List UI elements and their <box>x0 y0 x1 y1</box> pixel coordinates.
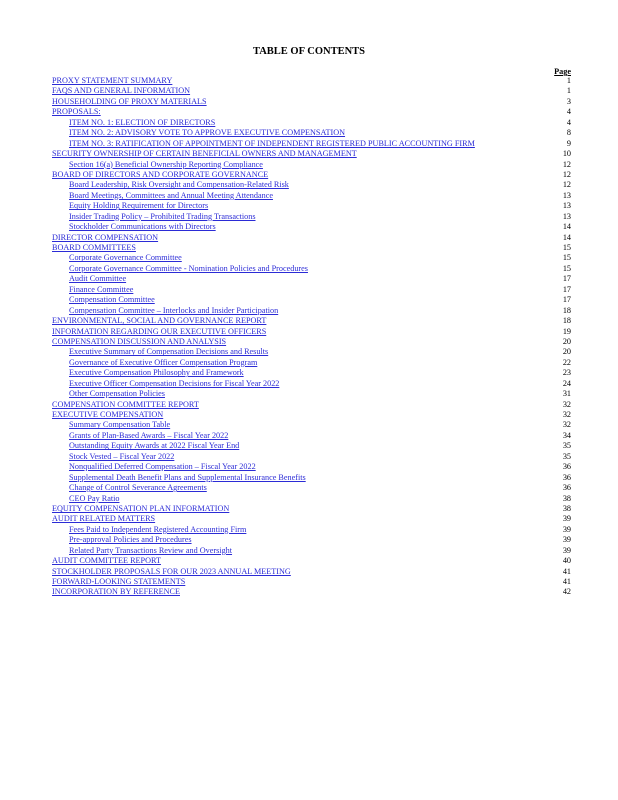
toc-entry-page-number: 8 <box>566 128 571 138</box>
toc-entry <box>52 316 571 326</box>
toc-entry <box>52 243 571 253</box>
toc-entry-page-number: 13 <box>562 190 571 200</box>
toc-entry-link[interactable]: Nonqualified Deferred Compensation – Fiscal Year 2022 <box>69 462 256 472</box>
toc-entry-link[interactable]: Audit Committee <box>69 274 127 284</box>
toc-entry-page-number: 1 <box>566 76 571 85</box>
toc-entry <box>52 253 571 263</box>
toc-entry-page-number: 36 <box>562 483 571 493</box>
toc-entry-page-number: 34 <box>562 430 571 440</box>
toc-entry-page-number: 38 <box>562 493 571 503</box>
toc-entry <box>52 546 571 556</box>
toc-entry <box>52 400 571 410</box>
toc-entry-link[interactable]: ITEM NO. 3: RATIFICATION OF APPOINTMENT OF INDEPENDENT REGISTERED PUBLIC ACCOUNTING FIRM <box>69 138 475 148</box>
toc-entry-page-number: 24 <box>562 378 571 388</box>
toc-entry-link[interactable]: Corporate Governance Committee <box>69 253 182 263</box>
toc-entry-page-number: 36 <box>562 472 571 482</box>
toc-entry-link[interactable]: PROPOSALS: <box>52 107 101 117</box>
toc-entry-page-number: 17 <box>562 284 571 294</box>
toc-entry <box>52 285 571 295</box>
toc-entry <box>52 577 571 587</box>
toc-entry <box>52 389 571 399</box>
toc-entry-page-number: 32 <box>562 420 571 430</box>
toc-entry <box>52 587 571 597</box>
toc-entry-page-number: 19 <box>562 326 571 336</box>
toc-entry <box>52 191 571 201</box>
toc-entry <box>52 441 571 451</box>
toc-entry-link[interactable]: Pre-approval Policies and Procedures <box>69 535 192 545</box>
toc-entry-page-number: 39 <box>562 535 571 545</box>
toc-entry-link[interactable]: FORWARD-LOOKING STATEMENTS <box>52 577 186 586</box>
toc-entry-link[interactable]: BOARD COMMITTEES <box>52 243 136 252</box>
toc-entry <box>52 107 571 117</box>
toc-entry <box>52 368 571 378</box>
toc-entry <box>52 295 571 305</box>
toc-entry-link[interactable]: AUDIT COMMITTEE REPORT <box>52 556 161 566</box>
toc-entry-link[interactable]: Board Meetings, Committees and Annual Meeting Attendance <box>69 190 273 200</box>
toc-entry <box>52 201 571 211</box>
toc-entry-page-number: 35 <box>562 451 571 461</box>
toc-entry-link[interactable]: ENVIRONMENTAL, SOCIAL AND GOVERNANCE REPORT <box>52 316 267 326</box>
toc-entry-page-number: 4 <box>566 117 571 127</box>
toc-entry-page-number: 35 <box>562 441 571 451</box>
toc-entry <box>52 139 571 149</box>
toc-entry-page-number: 41 <box>562 577 571 586</box>
toc-entry-page-number: 10 <box>562 149 571 159</box>
toc-entry <box>52 327 571 337</box>
toc-entry-link[interactable]: Equity Holding Requirement for Directors <box>69 201 209 211</box>
toc-entry <box>52 556 571 566</box>
toc-entry-link[interactable]: INCORPORATION BY REFERENCE <box>52 587 180 597</box>
toc-entry <box>52 118 571 128</box>
toc-entry-page-number: 23 <box>562 368 571 378</box>
toc-entry-page-number: 42 <box>562 587 571 597</box>
toc-entry-page-number: 15 <box>562 263 571 273</box>
toc-entry-link[interactable]: Board Leadership, Risk Oversight and Compensation-Related Risk <box>69 180 289 190</box>
toc-entry-link[interactable]: Executive Officer Compensation Decisions for Fiscal Year 2022 <box>69 378 280 388</box>
toc-entry-page-number: 13 <box>562 211 571 221</box>
toc-entry <box>52 86 571 96</box>
toc-entry-link[interactable]: Stock Vested – Fiscal Year 2022 <box>69 451 175 461</box>
toc-entry <box>52 170 571 180</box>
toc-entry <box>52 222 571 232</box>
toc-entry-page-number: 9 <box>566 138 571 148</box>
toc-entry-page-number: 12 <box>562 180 571 190</box>
toc-entry-page-number: 36 <box>562 462 571 472</box>
toc-entry-link[interactable]: Outstanding Equity Awards at 2022 Fiscal Year End <box>69 441 240 451</box>
toc-entry-link[interactable]: Section 16(a) Beneficial Ownership Reporting Compliance <box>69 159 263 169</box>
toc-entry-link[interactable]: Summary Compensation Table <box>69 420 171 430</box>
toc-entry-page-number: 4 <box>566 107 571 117</box>
page-column-header: Page <box>554 67 571 76</box>
toc-entry-link[interactable]: INFORMATION REGARDING OUR EXECUTIVE OFFICERS <box>52 326 267 336</box>
toc-entry-link[interactable]: Corporate Governance Committee - Nomination Policies and Procedures <box>69 263 308 273</box>
toc-entry-link[interactable]: Change of Control Severance Agreements <box>69 483 207 493</box>
toc-entry-link[interactable]: FAQS AND GENERAL INFORMATION <box>52 86 191 96</box>
toc-entry <box>52 535 571 545</box>
toc-entry <box>52 233 571 243</box>
toc-entry-link[interactable]: Executive Summary of Compensation Decisions and Results <box>69 347 269 357</box>
toc-entry <box>52 97 571 107</box>
toc-entry <box>52 462 571 472</box>
toc-entry-link[interactable]: Governance of Executive Officer Compensation Program <box>69 357 258 367</box>
toc-entry-page-number: 12 <box>562 159 571 169</box>
toc-list <box>52 76 571 598</box>
toc-entry <box>52 410 571 420</box>
toc-entry-page-number: 17 <box>562 274 571 284</box>
toc-entry <box>52 452 571 462</box>
page-title: TABLE OF CONTENTS <box>252 46 366 57</box>
toc-entry <box>52 420 571 430</box>
toc-entry-page-number: 39 <box>562 524 571 534</box>
toc-entry <box>52 180 571 190</box>
toc-entry <box>52 494 571 504</box>
toc-entry-page-number: 14 <box>562 222 571 232</box>
toc-entry-link[interactable]: CEO Pay Ratio <box>69 493 120 503</box>
toc-entry <box>52 483 571 493</box>
toc-entry-page-number: 18 <box>562 305 571 315</box>
toc-entry-link[interactable]: STOCKHOLDER PROPOSALS FOR OUR 2023 ANNUAL MEETING <box>52 566 291 576</box>
toc-entry-page-number: 15 <box>562 253 571 263</box>
toc-entry-page-number: 20 <box>562 347 571 357</box>
toc-entry <box>52 264 571 274</box>
toc-entry-page-number: 20 <box>562 336 571 346</box>
toc-entry-link[interactable]: Executive Compensation Philosophy and Framework <box>69 368 244 378</box>
toc-entry-link[interactable]: Other Compensation Policies <box>69 389 165 399</box>
toc-entry-page-number: 39 <box>562 514 571 524</box>
toc-entry <box>52 212 571 222</box>
toc-entry-link[interactable]: EQUITY COMPENSATION PLAN INFORMATION <box>52 503 230 513</box>
toc-entry <box>52 128 571 138</box>
toc-entry-link[interactable]: Fees Paid to Independent Registered Accounting Firm <box>69 524 247 534</box>
toc-entry <box>52 149 571 159</box>
toc-entry <box>52 337 571 347</box>
toc-entry-page-number: 12 <box>562 169 571 179</box>
toc-entry-link[interactable]: COMPENSATION COMMITTEE REPORT <box>52 399 199 409</box>
toc-entry-link[interactable]: Grants of Plan-Based Awards – Fiscal Year 2022 <box>69 430 229 440</box>
toc-entry <box>52 379 571 389</box>
toc-entry-link[interactable]: ITEM NO. 1: ELECTION OF DIRECTORS <box>69 117 216 127</box>
toc-entry <box>52 306 571 316</box>
toc-entry-page-number: 39 <box>562 545 571 555</box>
toc-entry <box>52 431 571 441</box>
toc-entry-page-number: 38 <box>562 503 571 513</box>
toc-entry-link[interactable]: Related Party Transactions Review and Oversight <box>69 545 233 555</box>
toc-entry-page-number: 14 <box>562 232 571 242</box>
toc-entry-page-number: 15 <box>562 243 571 252</box>
toc-entry-link[interactable]: HOUSEHOLDING OF PROXY MATERIALS <box>52 96 207 106</box>
toc-entry <box>52 160 571 170</box>
toc-entry <box>52 504 571 514</box>
toc-entry-page-number: 17 <box>562 295 571 305</box>
toc-entry <box>52 525 571 535</box>
toc-entry-link[interactable]: PROXY STATEMENT SUMMARY <box>52 76 173 85</box>
toc-entry <box>52 473 571 483</box>
toc-entry <box>52 347 571 357</box>
toc-entry-link[interactable]: Stockholder Communications with Directors <box>69 222 216 232</box>
toc-entry-link[interactable]: DIRECTOR COMPENSATION <box>52 232 159 242</box>
toc-entry-link[interactable]: Insider Trading Policy – Prohibited Trading Transactions <box>69 211 256 221</box>
toc-entry-page-number: 1 <box>566 86 571 96</box>
toc-entry-link[interactable]: COMPENSATION DISCUSSION AND ANALYSIS <box>52 336 227 346</box>
toc-entry <box>52 514 571 524</box>
toc-entry-link[interactable]: SECURITY OWNERSHIP OF CERTAIN BENEFICIAL OWNERS AND MANAGEMENT <box>52 149 357 159</box>
toc-entry-link[interactable]: AUDIT RELATED MATTERS <box>52 514 156 524</box>
toc-entry-link[interactable]: EXECUTIVE COMPENSATION <box>52 410 164 419</box>
toc-entry <box>52 274 571 284</box>
toc-entry-link[interactable]: Compensation Committee <box>69 295 155 305</box>
toc-entry-page-number: 13 <box>562 201 571 211</box>
toc-entry-link[interactable]: Finance Committee <box>69 284 134 294</box>
toc-entry-page-number: 22 <box>562 357 571 367</box>
toc-entry-page-number: 41 <box>562 566 571 576</box>
toc-entry-link[interactable]: BOARD OF DIRECTORS AND CORPORATE GOVERNANCE <box>52 169 269 179</box>
toc-entry-page-number: 32 <box>562 399 571 409</box>
toc-entry-page-number: 3 <box>566 96 571 106</box>
toc-entry <box>52 567 571 577</box>
toc-entry <box>52 358 571 368</box>
toc-entry-link[interactable]: ITEM NO. 2: ADVISORY VOTE TO APPROVE EXECUTIVE COMPENSATION <box>69 128 346 138</box>
toc-entry-page-number: 40 <box>562 556 571 566</box>
toc-entry-page-number: 32 <box>562 410 571 419</box>
toc-entry-link[interactable]: Supplemental Death Benefit Plans and Supplemental Insurance Benefits <box>69 472 306 482</box>
toc-entry-link[interactable]: Compensation Committee – Interlocks and Insider Participation <box>69 305 279 315</box>
toc-entry <box>52 76 571 86</box>
toc-entry-page-number: 18 <box>562 316 571 326</box>
toc-entry-page-number: 31 <box>562 389 571 399</box>
